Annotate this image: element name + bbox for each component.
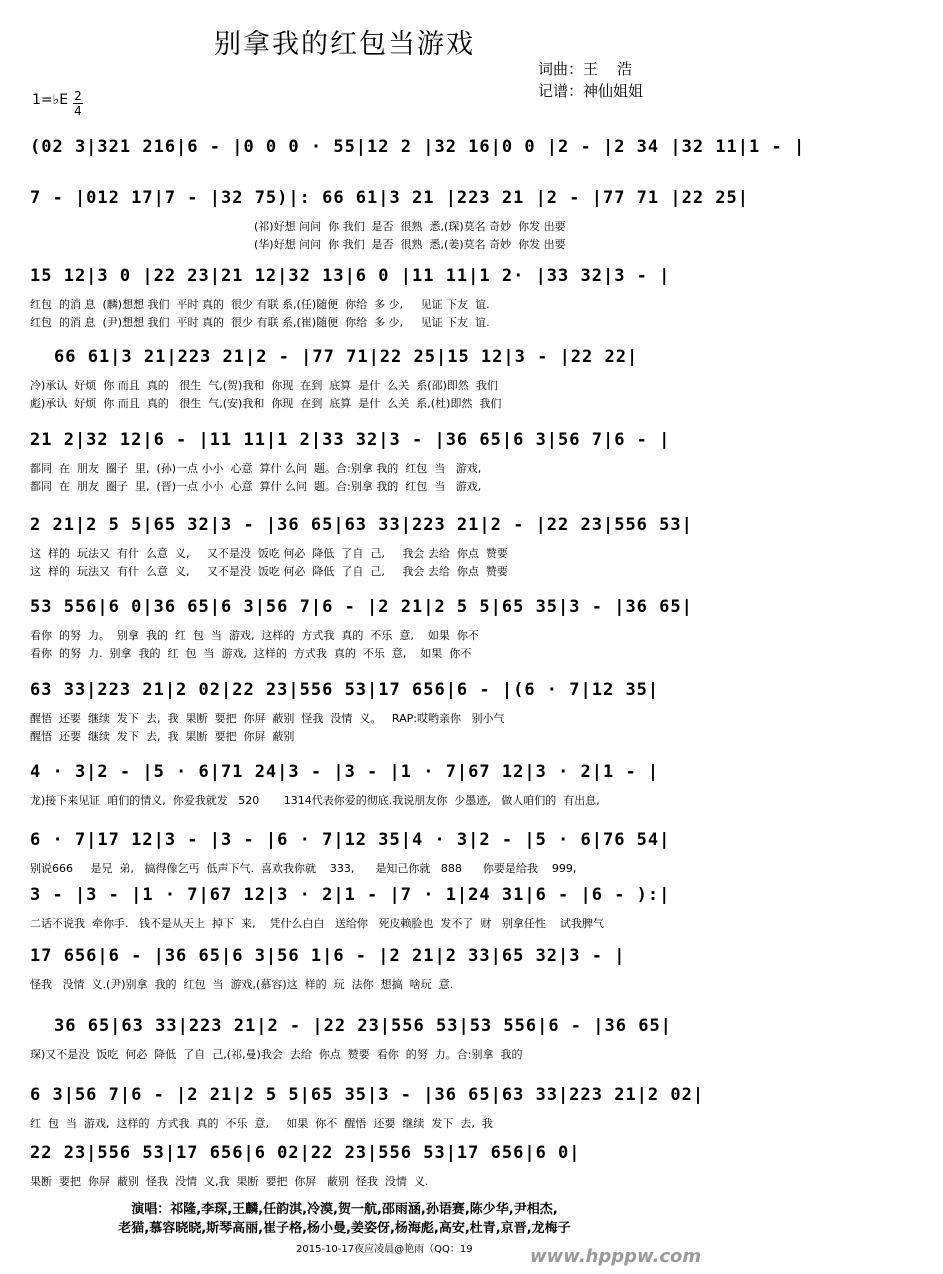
- watermark: www.hpppw.com: [530, 1246, 702, 1267]
- lyric-line: (祁)好想 问问 你 我们 是否 很熟 悉,(琛)莫名 奇妙 你发 出要: [254, 220, 566, 233]
- lyric-line: 红包 的消 息 (尹)想想 我们 平时 真的 很少 有联 系,(崔)随便 你给 多 少, 见证 下友 谊.: [30, 316, 490, 329]
- meter-bottom: 4: [74, 104, 82, 118]
- key-signature: 1=♭E: [32, 92, 69, 108]
- lyric-line: 醒悟 还要 继续 发下 去, 我 果断 要把 你屏 蔽别 怪我 没情 义。 RAP:哎哟亲你 别小气: [30, 712, 505, 725]
- lyrics-music-credit: 词曲：王 浩: [538, 60, 633, 78]
- singers-line-1: 演唱：祁隆,李琛,王麟,任韵淇,冷漠,贺一航,邵雨涵,孙语赛,陈少华,尹相杰,: [131, 1202, 558, 1217]
- lyric-line: 红包 的消 息 (麟)想想 我们 平时 真的 很少 有联 系,(任)随便 你给 多 少, 见证 下友 谊.: [30, 298, 490, 311]
- notation-line: 4 · 3|2 - |5 · 6|71 24|3 - |3 - |1 · 7|67 12|3 · 2|1 - |: [30, 762, 660, 782]
- lyric-line: 彪)承认 好烦 你 而且 真的 很生 气,(安)我和 你现 在到 底算 是什 么关 系,(杜)即然 我们: [30, 397, 502, 410]
- notation-line: 21 2|32 12|6 - |11 11|1 2|33 32|3 - |36 65|6 3|56 7|6 - |: [30, 430, 671, 450]
- lyric-line: 冷)承认 好烦 你 而且 真的 很生 气,(贺)我和 你现 在到 底算 是什 么关 系(邵)即然 我们: [30, 379, 498, 392]
- singers-line-2: 老猫,慕容晓晓,斯琴高丽,崔子格,杨小曼,姜姿伢,杨海彪,高安,杜青,京晋,龙梅子: [118, 1221, 571, 1236]
- lyric-line: 琛)又不是没 饭吃 何必 降低 了自 己,(祁,曼)我会 去给 你点 赞要 看你 的努 力。合:别拿 我的: [30, 1048, 523, 1061]
- notation-line: 7 - |012 17|7 - |32 75)|: 66 61|3 21 |223 21 |2 - |77 71 |22 25|: [30, 188, 750, 208]
- lyric-line: 看你 的努 力。 别拿 我的 红 包 当 游戏, 这样的 方式我 真的 不乐 意, 如果 你不: [30, 629, 479, 642]
- notation-credit: 记谱：神仙姐姐: [538, 82, 644, 100]
- lyric-line: (华)好想 问问 你 我们 是否 很熟 悉,(姜)莫名 奇妙 你发 出要: [254, 238, 566, 251]
- lyric-line: 都同 在 朋友 圈子 里, (晋)一点 小小 心意 算什 么问 题。合:别拿 我的 红包 当 游戏,: [30, 480, 482, 493]
- notation-line: 15 12|3 0 |22 23|21 12|32 13|6 0 |11 11|1 2· |33 32|3 - |: [30, 266, 671, 286]
- footer-note: 2015-10-17夜应凌晨@艳雨（QQ：19: [296, 1244, 473, 1255]
- lyric-line: 龙)接下来见证 咱们的情义, 你爱我就发 520 1314代表你爱的彻底.我说朋友你 少墨迹, 做人咱们的 有出息,: [30, 794, 600, 807]
- notation-line: 17 656|6 - |36 65|6 3|56 1|6 - |2 21|2 33|65 32|3 - |: [30, 946, 626, 966]
- lyric-line: 怪我 没情 义.(尹)别拿 我的 红包 当 游戏,(慕容)这 样的 玩 法你 想搞 啥玩 意.: [30, 978, 454, 991]
- notation-line: 36 65|63 33|223 21|2 - |22 23|556 53|53 556|6 - |36 65|: [54, 1016, 672, 1036]
- notation-line: 22 23|556 53|17 656|6 02|22 23|556 53|17 656|6 0|: [30, 1143, 581, 1163]
- lyric-line: 别说666 是兄 弟, 搞得像乞丐 低声下气. 喜欢我你就 333, 是知己你就 888 你要是给我 999,: [30, 862, 577, 875]
- notation-line: 63 33|223 21|2 02|22 23|556 53|17 656|6 - |(6 · 7|12 35|: [30, 680, 660, 700]
- lyric-line: 这 样的 玩法又 有什 么意 义, 又不是没 饭吃 何必 降低 了自 己, 我会 去给 你点 赞要: [30, 547, 508, 560]
- song-title: 别拿我的红包当游戏: [214, 29, 475, 60]
- notation-line: 3 - |3 - |1 · 7|67 12|3 · 2|1 - |7 · 1|24 31|6 - |6 - ):|: [30, 885, 671, 905]
- notation-line: 2 21|2 5 5|65 32|3 - |36 65|63 33|223 21|2 - |22 23|556 53|: [30, 515, 693, 535]
- notation-line: 6 3|56 7|6 - |2 21|2 5 5|65 35|3 - |36 65|63 33|223 21|2 02|: [30, 1085, 705, 1105]
- notation-line: 6 · 7|17 12|3 - |3 - |6 · 7|12 35|4 · 3|2 - |5 · 6|76 54|: [30, 830, 671, 850]
- notation-line: 53 556|6 0|36 65|6 3|56 7|6 - |2 21|2 5 5|65 35|3 - |36 65|: [30, 597, 693, 617]
- notation-line: 66 61|3 21|223 21|2 - |77 71|22 25|15 12|3 - |22 22|: [54, 347, 639, 367]
- meter-top: 2: [74, 89, 82, 103]
- lyric-line: 果断 要把 你屏 蔽别 怪我 没情 义,我 果断 要把 你屏 蔽别 怪我 没情 义.: [30, 1175, 429, 1188]
- lyric-line: 看你 的努 力. 别拿 我的 红 包 当 游戏, 这样的 方式我 真的 不乐 意, 如果 你不: [30, 647, 472, 660]
- lyric-line: 醒悟 还要 继续 发下 去, 我 果断 要把 你屏 蔽别: [30, 730, 295, 743]
- lyric-line: 红 包 当 游戏, 这样的 方式我 真的 不乐 意, 如果 你不 醒悟 还要 继续 发下 去, 我: [30, 1117, 493, 1130]
- time-signature: [73, 90, 83, 117]
- lyric-line: 这 样的 玩法又 有什 么意 义, 又不是没 饭吃 何必 降低 了自 己, 我会 去给 你点 赞要: [30, 565, 508, 578]
- lyric-line: 二话不说我 牵你手. 钱不是从天上 掉下 来, 凭什么白白 送给你 死皮赖脸也 发不了 财 别拿任性 试我脾气: [30, 917, 604, 930]
- lyric-line: 都同 在 朋友 圈子 里, (孙)一点 小小 心意 算什 么问 题。合:别拿 我的 红包 当 游戏,: [30, 462, 482, 475]
- notation-line: (02 3|321 216|6 - |0 0 0 · 55|12 2 |32 16|0 0 |2 - |2 34 |32 11|1 - |: [30, 137, 806, 157]
